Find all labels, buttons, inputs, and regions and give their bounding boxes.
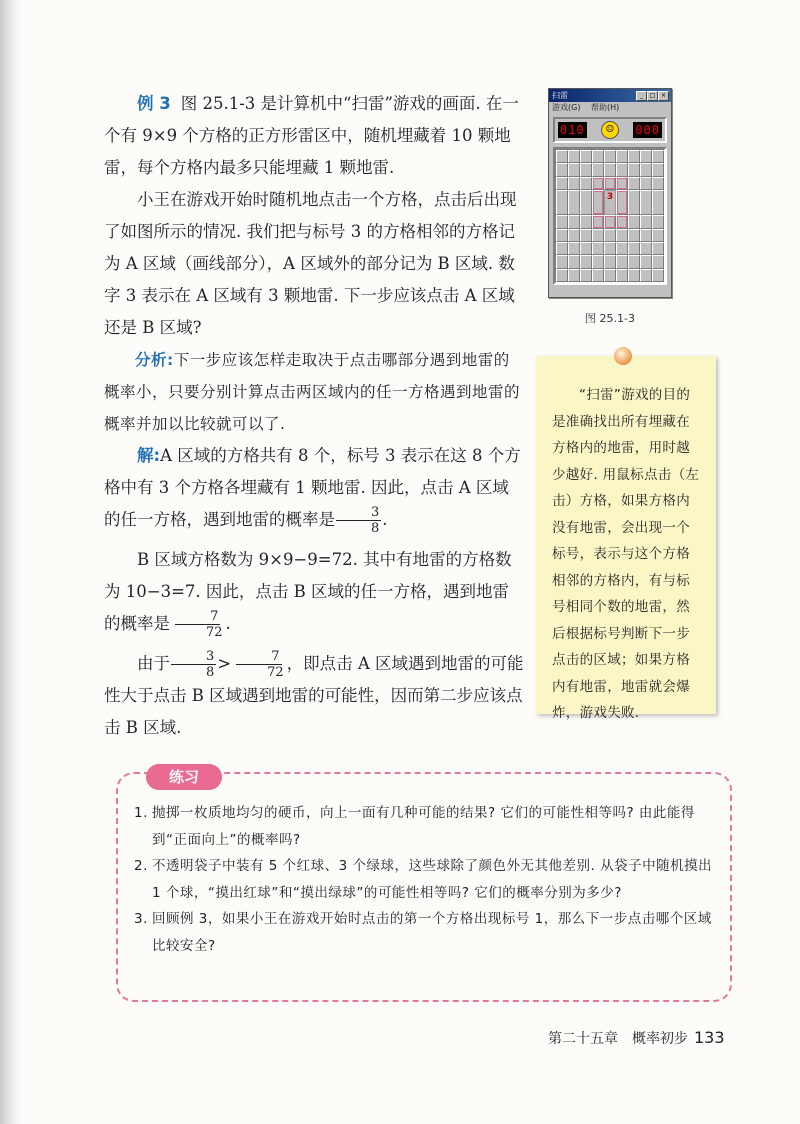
minesweeper-cell [556, 215, 568, 228]
solution-paragraph-2: B 区域方格数为 9×9−9=72. 其中有地雷的方格数为 10−3=7. 因此，点击 B 区域的任一方格，遇到地雷的概率是 $\frac{7}{72}$ . [104, 550, 512, 640]
menu-game: 游戏(G) [552, 103, 581, 112]
smiley-icon: ☺ [601, 121, 619, 139]
minesweeper-cell [604, 229, 616, 242]
fraction-3-8: $\frac{3}{8}$ [336, 505, 381, 536]
exercise-text: 回顾例 3，如果小王在游戏开始时点击的第一个方格出现标号 1，那么下一步点击哪个区域比较安全? [152, 911, 712, 954]
minesweeper-cell [580, 190, 592, 215]
exercise-number: 2. [134, 858, 148, 874]
minesweeper-cell [556, 229, 568, 242]
exercise-text: 抛掷一枚质地均匀的硬币，向上一面有几种可能的结果? 它们的可能性相等吗? 由此能得到“正面向上”的概率吗? [152, 805, 695, 848]
minesweeper-menu [549, 102, 671, 114]
minesweeper-cell [640, 163, 652, 176]
page-footer [548, 1028, 725, 1048]
minesweeper-cell [592, 150, 604, 163]
analysis-paragraph: 分析:下一步应该怎样走取决于点击哪部分遇到地雷的概率小，只要分别计算点击两区域内的任一方格遇到地雷的概率并加以比较就可以了. [104, 351, 521, 433]
chapter-title: 第二十五章 概率初步 [548, 1031, 688, 1047]
minesweeper-cell [640, 190, 652, 215]
minesweeper-cell [592, 163, 604, 176]
minesweeper-cell [604, 269, 616, 282]
minesweeper-cell [604, 163, 616, 176]
minesweeper-title-bar [549, 89, 671, 102]
minesweeper-cell [628, 190, 640, 215]
minesweeper-cell [652, 215, 664, 228]
solution-paragraph-3: 由于 $\frac{3}{8}$ > $\frac{7}{72}$ ，即点击 A 区域遇到地雷的可能性大于点击 B 区域遇到地雷的可能性，因而第二步应该点击 B 区域. [104, 649, 524, 737]
exercise-item [134, 853, 718, 906]
minesweeper-cell [616, 150, 628, 163]
fraction-7-72: $\frac{7}{72}$ [171, 609, 225, 640]
minesweeper-cell [652, 177, 664, 190]
timer: 000 [635, 123, 660, 137]
minesweeper-cell [568, 150, 580, 163]
minesweeper-cell [652, 269, 664, 282]
example-paragraph-1: 例 3 图 25.1-3 是计算机中“扫雷”游戏的画面. 在一个有 9×9 个方格的正方形雷区中，随机埋藏着 10 颗地雷，每个方格内最多只能埋藏 1 颗地雷. [104, 94, 519, 177]
minesweeper-cell [616, 269, 628, 282]
minesweeper-cell [640, 242, 652, 255]
minesweeper-board [553, 147, 667, 285]
figure-caption: 图 25.1-3 [585, 312, 635, 325]
minesweeper-cell [568, 163, 580, 176]
minesweeper-cell [628, 163, 640, 176]
example-label: 例 3 [137, 94, 171, 113]
exercise-list [134, 800, 718, 959]
minesweeper-cell [652, 150, 664, 163]
menu-help: 帮助(H) [591, 103, 620, 112]
minesweeper-cell [556, 242, 568, 255]
page-number: 133 [694, 1028, 725, 1047]
minesweeper-cell [628, 229, 640, 242]
exercise-tab: 练习 [146, 764, 222, 790]
minesweeper-cell [616, 177, 628, 190]
pin-icon [614, 347, 632, 365]
minesweeper-cell [640, 150, 652, 163]
fraction-7-72-compare: $\frac{7}{72}$ [232, 649, 286, 680]
solution-label: 解: [137, 446, 161, 465]
maximize-icon: □ [647, 91, 658, 101]
minesweeper-cell [556, 190, 568, 215]
minesweeper-cell [652, 163, 664, 176]
minesweeper-cell [616, 163, 628, 176]
exercise-item [134, 800, 718, 853]
exercise-item [134, 906, 718, 959]
fraction-3-8-compare: $\frac{3}{8}$ [171, 649, 216, 680]
minesweeper-cell [640, 229, 652, 242]
minesweeper-cell [616, 229, 628, 242]
minesweeper-cell [604, 150, 616, 163]
minimize-icon: _ [636, 91, 647, 101]
close-icon: × [658, 91, 669, 101]
minesweeper-cell [604, 242, 616, 255]
minesweeper-cell [652, 229, 664, 242]
minesweeper-title: 扫雷 [552, 91, 568, 100]
analysis-label: 分析: [135, 351, 174, 369]
minesweeper-cell [568, 177, 580, 190]
minesweeper-cell [556, 269, 568, 282]
minesweeper-cell [652, 242, 664, 255]
minesweeper-cell [568, 190, 580, 215]
minesweeper-cell [568, 255, 580, 268]
example-paragraph-2: 小王在游戏开始时随机地点击一个方格，点击后出现了如图所示的情况. 我们把与标号 3 的方格相邻的方格记为 A 区域（画线部分），A 区域外的部分记为 B 区域. 数字 3 表示在 A 区域有 3 颗地雷. 下一步应该点击 A 区域还是 B 区域? [104, 190, 517, 337]
minesweeper-cell [628, 255, 640, 268]
minesweeper-cell [592, 242, 604, 255]
minesweeper-cell [616, 190, 628, 215]
minesweeper-cell [628, 177, 640, 190]
minesweeper-cell [580, 215, 592, 228]
minesweeper-cell [628, 150, 640, 163]
minesweeper-cell [556, 177, 568, 190]
minesweeper-cell [568, 215, 580, 228]
minesweeper-cell [616, 242, 628, 255]
minesweeper-cell [592, 190, 604, 215]
minesweeper-cell [580, 242, 592, 255]
minesweeper-cell [640, 255, 652, 268]
page-binding-edge [0, 0, 22, 1124]
mine-counter: 010 [560, 123, 585, 137]
minesweeper-cell [580, 255, 592, 268]
minesweeper-cell [628, 215, 640, 228]
minesweeper-cell [568, 229, 580, 242]
minesweeper-cell [568, 269, 580, 282]
minesweeper-cell [652, 190, 664, 215]
minesweeper-cell [580, 177, 592, 190]
minesweeper-cell [556, 255, 568, 268]
side-note [536, 356, 716, 721]
minesweeper-cell [556, 163, 568, 176]
minesweeper-cell [580, 269, 592, 282]
minesweeper-cell [580, 150, 592, 163]
exercise-number: 3. [134, 911, 148, 927]
minesweeper-cell [592, 215, 604, 228]
minesweeper-cell [628, 242, 640, 255]
minesweeper-cell [580, 163, 592, 176]
main-text [104, 88, 524, 744]
minesweeper-cell [640, 215, 652, 228]
minesweeper-cell [592, 269, 604, 282]
revealed-number-cell: 3 [604, 190, 616, 215]
minesweeper-cell [616, 255, 628, 268]
minesweeper-cell [640, 177, 652, 190]
side-note-text: “扫雷”游戏的目的是准确找出所有埋藏在方格内的地雷，用时越少越好. 用鼠标点击（左击）方格，如果方格内没有地雷，会出现一个标号，表示与这个方格相邻的方格内，有与标号相同个数的地雷，然后根据标号判断下一步点击的区域；如果方格内有地雷，地雷就会爆炸，游戏失败. [552, 387, 700, 721]
exercise-text: 不透明袋子中装有 5 个红球、3 个绿球，这些球除了颜色外无其他差别. 从袋子中随机摸出 1 个球，“摸出红球”和“摸出绿球”的可能性相等吗? 它们的概率分别为多少? [152, 858, 713, 901]
minesweeper-cell [592, 229, 604, 242]
minesweeper-cell [568, 242, 580, 255]
solution-paragraph-1: 解:A 区域的方格共有 8 个，标号 3 表示在这 8 个方格中有 3 个方格各埋藏有 1 颗地雷. 因此，点击 A 区域的任一方格，遇到地雷的概率是 $\frac{3}{8}$ . [104, 446, 521, 536]
minesweeper-cell [640, 269, 652, 282]
minesweeper-cell [580, 229, 592, 242]
minesweeper-figure [548, 88, 672, 298]
minesweeper-cell [604, 215, 616, 228]
minesweeper-cell [604, 177, 616, 190]
minesweeper-cell [652, 255, 664, 268]
minesweeper-cell [592, 177, 604, 190]
minesweeper-cell [556, 150, 568, 163]
minesweeper-status [553, 117, 667, 143]
minesweeper-cell [616, 215, 628, 228]
minesweeper-cell [604, 255, 616, 268]
exercise-number: 1. [134, 805, 148, 821]
minesweeper-cell [628, 269, 640, 282]
minesweeper-cell [592, 255, 604, 268]
